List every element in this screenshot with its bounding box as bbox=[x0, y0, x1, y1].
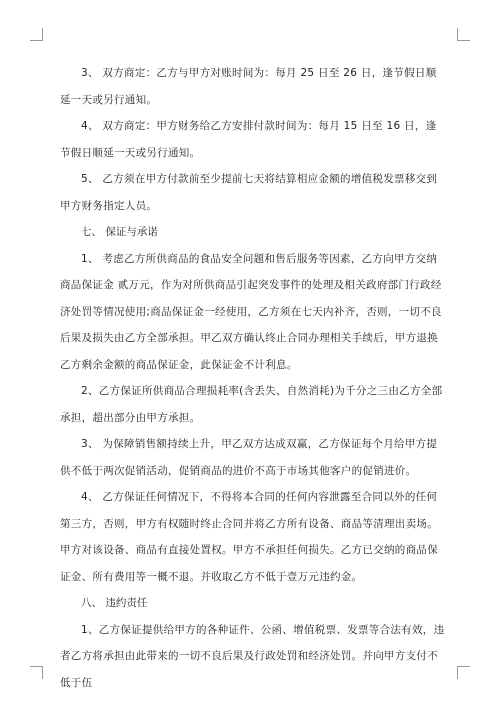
crop-mark-bottom-left bbox=[30, 666, 43, 679]
crop-mark-top-left bbox=[30, 28, 43, 41]
crop-mark-top-right bbox=[457, 28, 470, 41]
crop-mark-bottom-right bbox=[457, 666, 470, 679]
clause-7-3: 3、 为保障销售额持续上升，甲乙双方达成双赢，乙方保证每个月给甲方提供不低于两次促销活动，促销商品的进价不高于市场其他客户的促销进价。 bbox=[60, 438, 438, 477]
document-body bbox=[60, 60, 445, 696]
section-7-heading: 七、 保证与承诺 bbox=[81, 226, 158, 238]
clause-7-4: 4、 乙方保证任何情况下，不得将本合同的任何内容泄露至合同以外的任何第三方，否则，甲方有权随时终止合同并将乙方所有设备、商品等清理出卖场。甲方对该设备、商品有直接处置权。甲方不承担任何损失。乙方已交纳的商品保证金、所有费用等一概不退。并收取乙方不低于壹万元违约金。 bbox=[60, 491, 438, 583]
section-8-heading: 八、 违约责任 bbox=[81, 597, 148, 609]
clause-7-2: 2、乙方保证所供商品合理损耗率(含丢失、自然消耗)为千分之三由乙方全部承担，超出部分由甲方承担。 bbox=[60, 385, 443, 424]
clause-8-1: 1、乙方保证提供给甲方的各种证件、公函、增值税票、发票等合法有效，违者乙方将承担由此带来的一切不良后果及行政处罚和经济处罚。并向甲方支付不低于伍 bbox=[60, 623, 445, 689]
clause-6-4: 4、 双方商定：甲方财务给乙方安排付款时间为：每月 15 日至 16 日，逢节假日顺延一天或另行通知。 bbox=[60, 120, 437, 159]
clause-6-5: 5、 乙方须在甲方付款前至少提前七天将结算相应金额的增值税发票移交到甲方财务指定人员。 bbox=[60, 173, 438, 212]
clause-6-3: 3、 双方商定：乙方与甲方对账时间为：每月 25 日至 26 日，逢节假日顺延一天或另行通知。 bbox=[60, 67, 437, 106]
clause-7-1: 1、 考虑乙方所供商品的食品安全问题和售后服务等因素，乙方向甲方交纳商品保证金 贰万元，作为对所供商品引起突发事件的处理及相关政府部门行政经济处罚等情况使用;商品保证金一经使用，乙方须在七天内补齐，否则，一切不良后果及损失由乙方全部承担。甲乙双方确认终止合同办理相关手续后，甲方退换乙方剩余金额的商品保证金，此保证金不计利息。 bbox=[60, 252, 442, 371]
